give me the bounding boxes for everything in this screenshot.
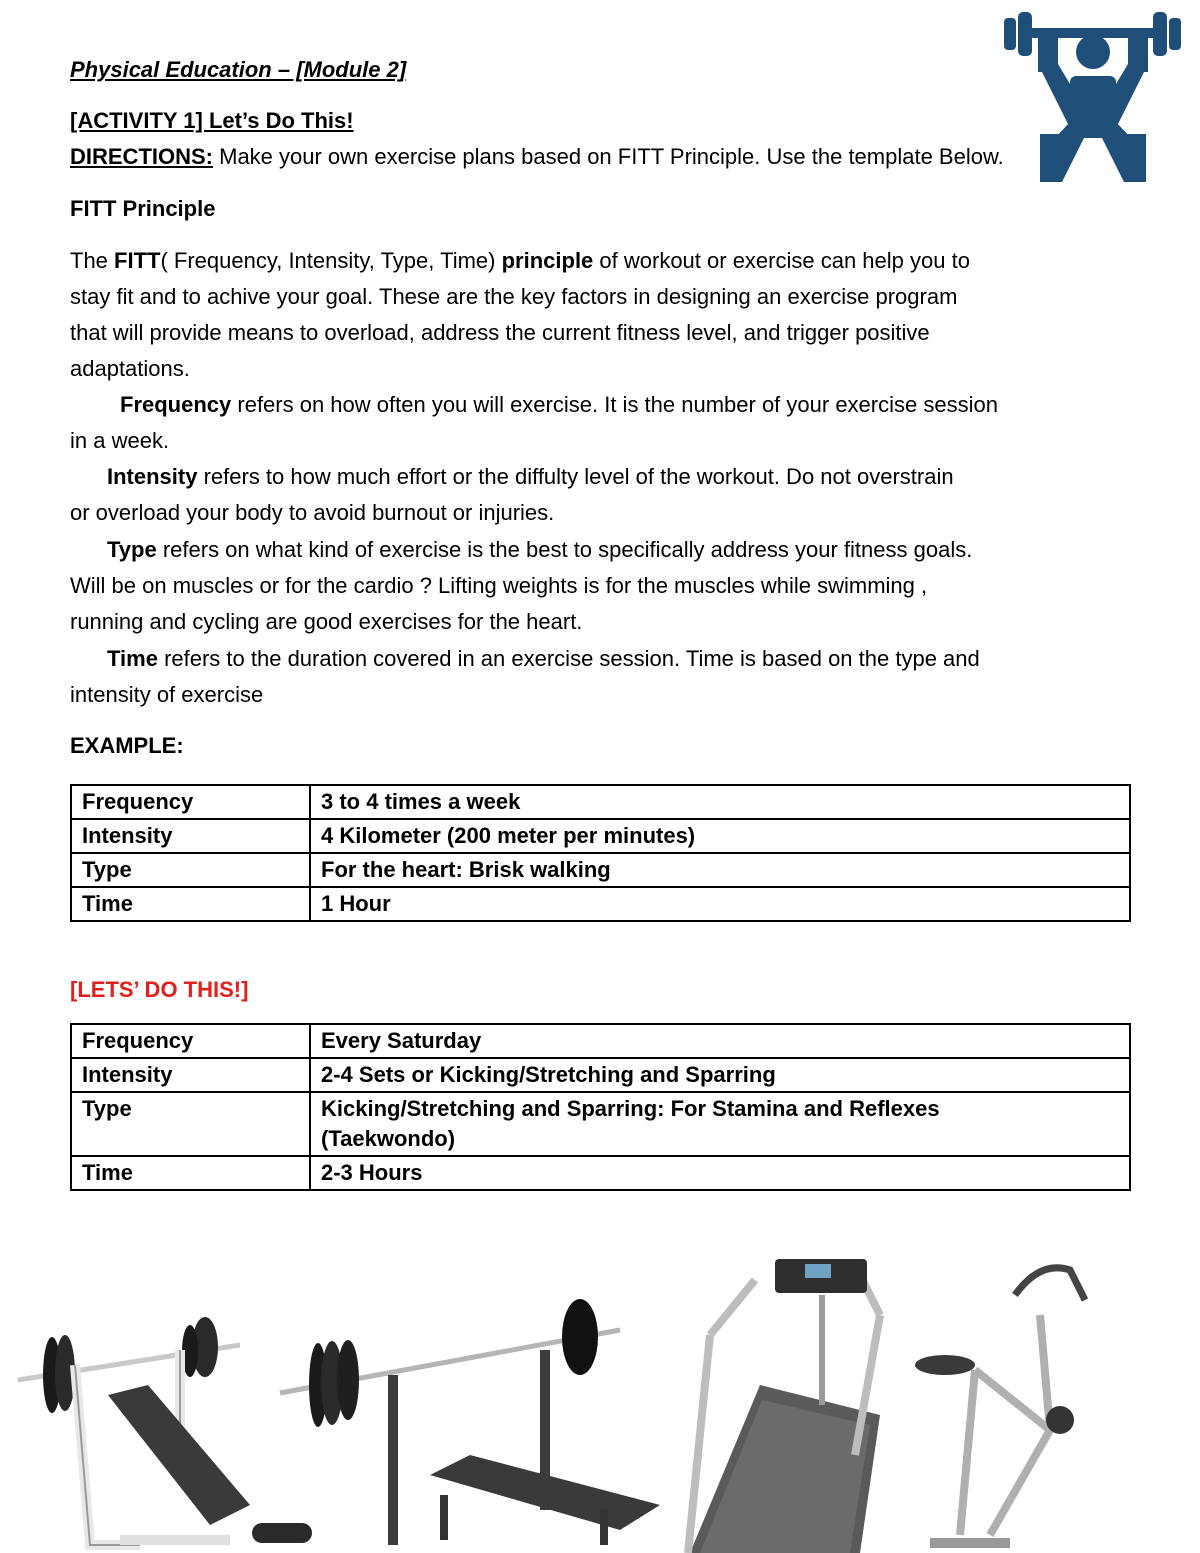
- table-cell-label: Time: [71, 887, 310, 921]
- type-line-2: Will be on muscles or for the cardio ? Lifting weights is for the muscles while swimming ,: [70, 573, 928, 598]
- principle-term: principle: [501, 248, 594, 273]
- intensity-line-2: or overload your body to avoid burnout or injuries.: [70, 500, 555, 525]
- intensity-term: Intensity: [107, 464, 198, 489]
- intro-text: of workout or exercise can help you to: [593, 248, 970, 273]
- table-cell-value: For the heart: Brisk walking: [310, 853, 1130, 887]
- type-text: refers on what kind of exercise is the best to specifically address your fitness goals.: [156, 537, 973, 562]
- type-line-3: running and cycling are good exercises for the heart.: [70, 609, 583, 634]
- table-row: [71, 1024, 1130, 1058]
- table-cell-label: Type: [71, 853, 310, 887]
- table-cell-label: Frequency: [71, 1024, 310, 1058]
- activity-heading: [LETS’ DO THIS!]: [70, 977, 249, 1002]
- frequency-line-2: in a week.: [70, 428, 170, 453]
- intensity-line-1: [107, 459, 954, 495]
- directions-text: Make your own exercise plans based on FITT Principle. Use the template Below.: [213, 144, 1004, 169]
- time-term: Time: [107, 646, 158, 671]
- type-value-line-1: Kicking/Stretching and Sparring: For Stamina and Reflexes: [321, 1096, 940, 1121]
- table-row: [71, 887, 1130, 921]
- table-cell-label: Intensity: [71, 819, 310, 853]
- table-cell-label: Intensity: [71, 1058, 310, 1092]
- type-value-line-2: (Taekwondo): [321, 1126, 456, 1151]
- incline-bench-barbell-icon: [18, 1317, 312, 1545]
- flat-bench-barbell-icon: [280, 1299, 660, 1545]
- module-title: Physical Education – [Module 2]: [70, 57, 407, 82]
- table-cell-value: 2-4 Sets or Kicking/Stretching and Sparring: [310, 1058, 1130, 1092]
- table-cell-value: 1 Hour: [310, 887, 1130, 921]
- time-line-1: [107, 641, 980, 677]
- fitt-intro-line-1: [70, 243, 970, 279]
- table-cell-value: 2-3 Hours: [310, 1156, 1130, 1190]
- table-row: [71, 785, 1130, 819]
- table-row: [71, 1156, 1130, 1190]
- directions-label: DIRECTIONS:: [70, 144, 213, 169]
- gym-equipment-illustration: [0, 1255, 1200, 1553]
- type-term: Type: [107, 537, 157, 562]
- intro-text: The: [70, 248, 115, 273]
- fitt-intro-line-4: adaptations.: [70, 356, 190, 381]
- table-cell-label: Type: [71, 1092, 310, 1156]
- table-cell-value: [310, 1092, 1130, 1156]
- directions: [70, 139, 1004, 175]
- fitt-heading: FITT Principle: [70, 196, 216, 221]
- frequency-text: refers on how often you will exercise. It is the number of your exercise session: [231, 392, 998, 417]
- time-line-2: intensity of exercise: [70, 682, 264, 707]
- fitt-intro-line-2: stay fit and to achive your goal. These are the key factors in designing an exercise program: [70, 284, 958, 309]
- intensity-text: refers to how much effort or the diffulty level of the workout. Do not overstrain: [197, 464, 954, 489]
- weightlifter-icon: [1000, 4, 1185, 182]
- example-table: [70, 784, 1131, 922]
- table-cell-label: Frequency: [71, 785, 310, 819]
- exercise-bike-icon: [915, 1268, 1085, 1548]
- fitt-term: FITT: [114, 248, 161, 273]
- frequency-term: Frequency: [120, 392, 232, 417]
- table-row: [71, 1058, 1130, 1092]
- treadmill-icon: [688, 1259, 880, 1553]
- table-cell-value: 3 to 4 times a week: [310, 785, 1130, 819]
- table-cell-value: 4 Kilometer (200 meter per minutes): [310, 819, 1130, 853]
- time-text: refers to the duration covered in an exercise session. Time is based on the type and: [157, 646, 980, 671]
- intro-text: ( Frequency, Intensity, Type, Time): [160, 248, 502, 273]
- fitt-intro-line-3: that will provide means to overload, address the current fitness level, and trigger positive: [70, 320, 930, 345]
- table-cell-label: Time: [71, 1156, 310, 1190]
- example-heading: EXAMPLE:: [70, 733, 184, 758]
- table-row: [71, 853, 1130, 887]
- activity-title: [ACTIVITY 1] Let’s Do This!: [70, 108, 354, 133]
- activity-table: [70, 1023, 1131, 1191]
- table-cell-value: Every Saturday: [310, 1024, 1130, 1058]
- table-row: [71, 1092, 1130, 1156]
- type-line-1: [107, 532, 972, 568]
- table-row: [71, 819, 1130, 853]
- frequency-line-1: [120, 387, 998, 423]
